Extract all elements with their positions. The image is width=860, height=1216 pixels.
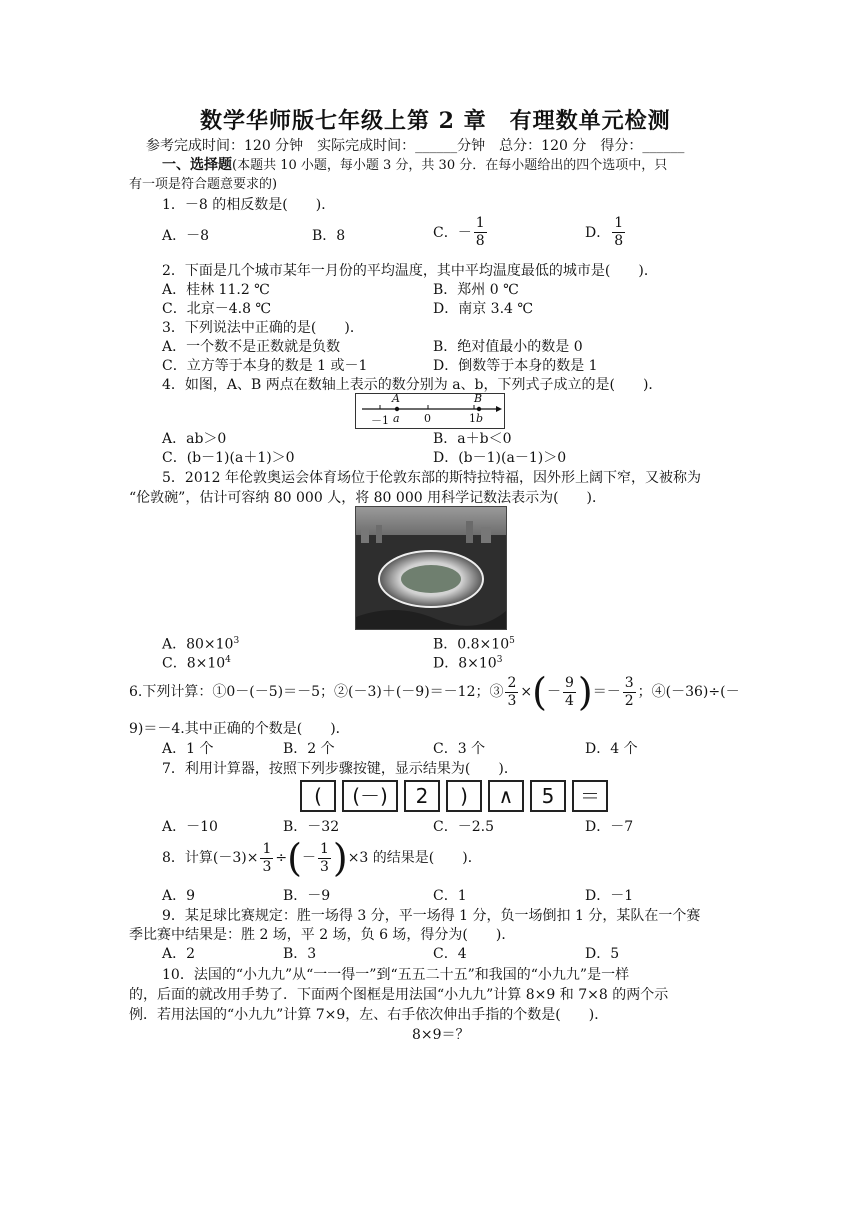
q1-option-a: A．－8	[162, 228, 210, 244]
q6-stem-line1: 6.下列计算：①0－(－5)＝－5；②(－3)＋(－9)＝－12；③ $\frac{2}{3}$ × ( － $\frac{9}{4}$ ) ＝－ $\frac{3}{2}$ ；④(－36)÷(－	[129, 670, 740, 714]
stadium-photo	[355, 506, 507, 630]
q7-option-d: D．－7	[585, 819, 634, 835]
q3-option-d: D．倒数等于本身的数是 1	[433, 358, 598, 374]
key-equals: ＝	[572, 780, 608, 812]
q7-stem: 7．利用计算器，按照下列步骤按键，显示结果为( )．	[162, 761, 518, 777]
stadium-image	[356, 507, 506, 629]
q6-option-c: C．3 个	[433, 741, 486, 757]
q10-stem-line3: 例．若用法国的“小九九”计算 7×9，左、右手依次伸出手指的个数是( )．	[129, 1007, 609, 1023]
q5-stem-line1: 5．2012 年伦敦奥运会体育场位于伦敦东部的斯特拉特福，因外形上阔下窄，又被称为	[162, 470, 701, 486]
q9-option-d: D．5	[585, 946, 620, 962]
point-a-label: A	[392, 392, 400, 405]
q7-option-c: C．－2.5	[433, 819, 494, 835]
q5-stem-line2: “伦敦碗”，估计可容纳 80 000 人，将 80 000 用科学记数法表示为( )．	[129, 490, 607, 506]
q4-option-b: B．a＋b＜0	[433, 431, 512, 447]
q1-option-c: C．－ $\frac{1}{8}$	[433, 215, 485, 249]
tick-one: 1	[469, 412, 476, 425]
q3-option-b: B．绝对值最小的数是 0	[433, 339, 583, 355]
q2-option-b: B．郑州 0 ℃	[433, 282, 519, 298]
q8-stem: 8．计算(－3)× $\frac{1}{3}$ ÷ ( － $\frac{1}{3}$ ) ×3 的结果是( )．	[162, 836, 482, 880]
q5-option-d: D．$8\times 10^3$	[433, 655, 503, 672]
q2-stem: 2．下面是几个城市某年一月份的平均温度，其中平均温度最低的城市是( )．	[162, 263, 658, 279]
q2-option-c: C．北京－4.8 ℃	[162, 301, 272, 317]
q4-option-a: A．ab＞0	[162, 431, 227, 447]
calculator-keys	[300, 780, 614, 812]
q9-option-c: C．4	[433, 946, 467, 962]
q5-option-a: A．$80\times 10^3$	[162, 636, 240, 653]
q3-option-a: A．一个数不是正数就是负数	[162, 339, 341, 355]
q9-option-a: A．2	[162, 946, 196, 962]
page-title: 数学华师版七年级上第 2 章 有理数单元检测	[200, 108, 671, 134]
q1-option-d: D． $\frac{1}{8}$	[585, 215, 624, 249]
q2-option-a: A．桂林 11.2 ℃	[162, 282, 270, 298]
q10-stem-line2: 的，后面的就改用手势了．下面两个图框是用法国“小九九”计算 8×9 和 7×8 的两个示	[129, 987, 669, 1003]
q3-option-c: C．立方等于本身的数是 1 或－1	[162, 358, 368, 374]
q9-stem-line1: 9．某足球比赛规定：胜一场得 3 分，平一场得 1 分，负一场倒扣 1 分，某队在一个赛	[162, 908, 701, 924]
q9-stem-line2: 季比赛中结果是：胜 2 场，平 2 场，负 6 场，得分为( )．	[129, 927, 516, 943]
q5-option-c: C．$8\times 10^4$	[162, 655, 231, 672]
q6-option-a: A．1 个	[162, 741, 214, 757]
q8-option-a: A．9	[162, 888, 196, 904]
number-line-figure	[355, 393, 505, 429]
key-negative: (－)	[342, 780, 398, 812]
q1-stem: 1．－8 的相反数是( )．	[162, 197, 336, 213]
tick-a: a	[393, 412, 400, 425]
q5-option-b: B．$0.8\times 10^5$	[433, 636, 515, 653]
q3-stem: 3．下列说法中正确的是( )．	[162, 320, 364, 336]
key-two: 2	[404, 780, 440, 812]
exam-info: 参考完成时间：120 分钟 实际完成时间：______分钟 总分：120 分 得分：______	[146, 138, 685, 154]
key-close-paren: )	[446, 780, 482, 812]
q7-option-a: A．－10	[162, 819, 218, 835]
q10-example-label: 8×9＝？	[412, 1027, 470, 1043]
q8-option-c: C．1	[433, 888, 467, 904]
q6-option-d: D．4 个	[585, 741, 638, 757]
q6-option-b: B．2 个	[283, 741, 335, 757]
section-desc: 有一项是符合题意要求的)	[129, 177, 278, 192]
q6-stem-line2: 9)＝－4.其中正确的个数是( )．	[129, 721, 350, 737]
q8-option-d: D．－1	[585, 888, 634, 904]
section-heading: 一、选择题(本题共 10 小题，每小题 3 分，共 30 分．在每小题给出的四个选项中，只	[162, 157, 668, 173]
q4-stem: 4．如图，A、B 两点在数轴上表示的数分别为 a、b，下列式子成立的是( )．	[162, 377, 663, 393]
q2-option-d: D．南京 3.4 ℃	[433, 301, 534, 317]
key-five: 5	[530, 780, 566, 812]
tick-zero: 0	[424, 412, 431, 425]
key-power: ∧	[488, 780, 524, 812]
tick-minus-one: －1	[371, 414, 389, 427]
q10-stem-line1: 10．法国的“小九九”从“一一得一”到“五五二十五”和我国的“小九九”是一样	[162, 967, 630, 983]
q9-option-b: B．3	[283, 946, 317, 962]
point-b-label: B	[474, 392, 483, 405]
q1-option-b: B．8	[312, 228, 346, 244]
tick-b: b	[476, 412, 484, 425]
q8-option-b: B．－9	[283, 888, 331, 904]
q7-option-b: B．－32	[283, 819, 340, 835]
q4-option-d: D．(b－1)(a－1)＞0	[433, 450, 567, 466]
q4-option-c: C．(b－1)(a＋1)＞0	[162, 450, 295, 466]
key-open-paren: (	[300, 780, 336, 812]
